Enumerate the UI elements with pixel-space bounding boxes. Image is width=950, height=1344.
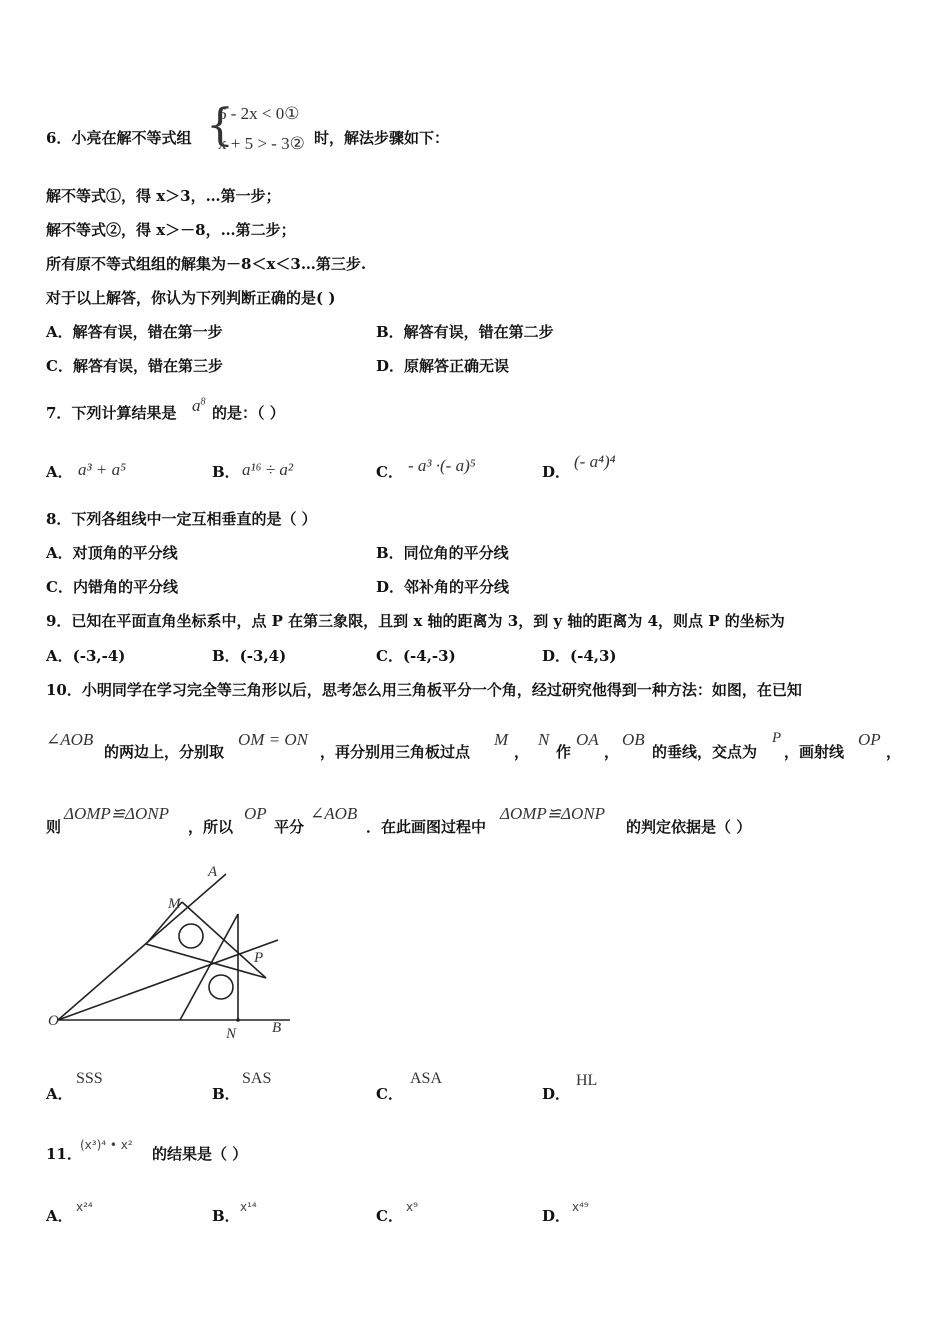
q6-step1: 解不等式①，得 x＞3，…第一步； bbox=[46, 187, 281, 205]
q11-option-d[interactable]: x⁴⁹ bbox=[572, 1200, 589, 1214]
q10-text-5: ，画射线 bbox=[784, 743, 845, 761]
q6-option-c[interactable]: C．解答有误，错在第三步 bbox=[46, 357, 223, 375]
q10-congruence-2: ΔOMP≌ΔONP bbox=[500, 804, 606, 823]
q6-number: 6． bbox=[46, 129, 72, 147]
q8-option-d[interactable]: D．邻补角的平分线 bbox=[376, 578, 510, 596]
q10-label-c[interactable]: C． bbox=[376, 1085, 403, 1103]
q8-option-c[interactable]: C．内错角的平分线 bbox=[46, 578, 178, 596]
q7-stem bbox=[46, 403, 176, 423]
q11-label-b[interactable]: B． bbox=[212, 1207, 240, 1225]
q10-comma-1: ， bbox=[514, 743, 530, 761]
q9-option-c[interactable]: C．(-4,-3) bbox=[376, 647, 456, 665]
q6-step3: 所有原不等式组组的解集为－8＜x＜3…第三步. bbox=[46, 255, 367, 273]
q10-comma-2: ， bbox=[604, 743, 620, 761]
label-o: O bbox=[48, 1013, 59, 1029]
label-b: B bbox=[272, 1020, 282, 1036]
q10-option-b[interactable]: SAS bbox=[242, 1070, 272, 1087]
q6-step2: 解不等式②，得 x＞－8，…第二步； bbox=[46, 221, 296, 239]
q10-point-p: P bbox=[772, 730, 782, 746]
q6-number-stem bbox=[46, 128, 191, 148]
q10-option-a[interactable]: SSS bbox=[76, 1070, 103, 1087]
q6-option-d[interactable]: D．原解答正确无误 bbox=[376, 357, 510, 375]
q10-om-on: OM = ON bbox=[238, 730, 309, 749]
q10-label-b[interactable]: B． bbox=[212, 1085, 240, 1103]
q10-oa: OA bbox=[576, 730, 599, 749]
q7-label-b[interactable]: B． bbox=[212, 463, 240, 481]
q11-option-c[interactable]: x⁹ bbox=[406, 1200, 418, 1214]
q10-text-3: 作 bbox=[556, 743, 572, 761]
q7-suffix: 的是：（ ） bbox=[212, 404, 285, 422]
q7-stem-text: 下列计算结果是 bbox=[71, 404, 177, 422]
q6-question: 对于以上解答，你认为下列判断正确的是( ) bbox=[46, 289, 336, 307]
q11-option-a[interactable]: x²⁴ bbox=[76, 1200, 93, 1214]
q11-option-b[interactable]: x¹⁴ bbox=[240, 1200, 257, 1214]
q11-label-d[interactable]: D． bbox=[542, 1207, 571, 1225]
ray-op bbox=[58, 940, 278, 1020]
q10-label-a[interactable]: A． bbox=[46, 1085, 73, 1103]
q7-target: $a^8$ bbox=[192, 396, 206, 415]
q6-ineq2: x + 5 > - 3② bbox=[218, 134, 305, 153]
q9-option-b[interactable]: B．(-3,4) bbox=[212, 647, 287, 665]
q8-option-a[interactable]: A．对顶角的平分线 bbox=[46, 544, 178, 562]
q10-comma-3: ， bbox=[886, 743, 902, 761]
q10-text-1: 的两边上，分别取 bbox=[104, 743, 225, 761]
q11-expression: (x³)⁴ • x² bbox=[80, 1138, 133, 1152]
q6-ineq1: 6 - 2x < 0① bbox=[218, 104, 300, 123]
q10-op-2: OP bbox=[244, 804, 267, 823]
q10-text-4: 的垂线，交点为 bbox=[652, 743, 758, 761]
q6-option-a[interactable]: A．解答有误，错在第一步 bbox=[46, 323, 223, 341]
q10-text-2: ，再分别用三角板过点 bbox=[320, 743, 471, 761]
q11-label-c[interactable]: C． bbox=[376, 1207, 403, 1225]
q10-ob: OB bbox=[622, 730, 645, 749]
q10-text-6: 则 bbox=[46, 818, 62, 836]
label-p: P bbox=[254, 950, 264, 966]
q6-stem-prefix: 小亮在解不等式组 bbox=[71, 129, 192, 147]
q9-option-d[interactable]: D．(-4,3) bbox=[542, 647, 617, 665]
q10-option-c[interactable]: ASA bbox=[410, 1070, 443, 1087]
q7-option-a[interactable]: a³ + a⁵ bbox=[78, 460, 126, 479]
label-m: M bbox=[168, 896, 181, 912]
label-n: N bbox=[226, 1026, 237, 1042]
q10-congruence-1: ΔOMP≌ΔONP bbox=[64, 804, 170, 823]
q10-text-8: 平分 bbox=[274, 818, 305, 836]
q9-stem: 9．已知在平面直角坐标系中，点 P 在第三象限，且到 x 轴的距离为 3，到 y 轴的距离为 4，则点 P 的坐标为 bbox=[46, 612, 785, 630]
q8-option-b[interactable]: B．同位角的平分线 bbox=[376, 544, 509, 562]
q10-line1: 10．小明同学在学习完全等三角形以后，思考怎么用三角板平分一个角，经过研究他得到一种方法：如图，在已知 bbox=[46, 681, 802, 699]
q6-brace: { bbox=[206, 100, 234, 151]
triangle-1-hole bbox=[179, 924, 203, 948]
q10-label-d[interactable]: D． bbox=[542, 1085, 571, 1103]
q7-label-c[interactable]: C． bbox=[376, 463, 403, 481]
q8-stem: 8．下列各组线中一定互相垂直的是（ ） bbox=[46, 510, 317, 528]
q11-suffix: 的结果是（ ） bbox=[152, 1145, 248, 1163]
q10-figure bbox=[40, 858, 300, 1043]
q10-point-n: N bbox=[538, 730, 550, 749]
q6-option-b[interactable]: B．解答有误，错在第二步 bbox=[376, 323, 554, 341]
q10-point-m: M bbox=[494, 730, 509, 749]
q9-option-a[interactable]: A．(-3,-4) bbox=[46, 647, 126, 665]
q10-text-7: ，所以 bbox=[188, 818, 234, 836]
q10-angle-aob-2: ∠AOB bbox=[310, 804, 358, 823]
label-a: A bbox=[208, 864, 218, 880]
q10-text-10: 的判定依据是（ ） bbox=[626, 818, 752, 836]
q7-option-d[interactable]: (- a⁴)⁴ bbox=[574, 452, 616, 471]
q7-label-a[interactable]: A． bbox=[46, 463, 73, 481]
q10-text-9: ．在此画图过程中 bbox=[366, 818, 487, 836]
ray-oa bbox=[58, 874, 226, 1020]
q10-angle-aob: ∠AOB bbox=[46, 730, 94, 749]
q11-label-a[interactable]: A． bbox=[46, 1207, 73, 1225]
q10-op: OP bbox=[858, 730, 881, 749]
triangle-2-hole bbox=[209, 975, 233, 999]
q10-option-d[interactable]: HL bbox=[576, 1072, 598, 1089]
q7-label-d[interactable]: D． bbox=[542, 463, 571, 481]
q11-number: 11． bbox=[46, 1145, 82, 1163]
q7-option-b[interactable]: a¹⁶ ÷ a² bbox=[242, 460, 293, 479]
q7-number: 7． bbox=[46, 404, 72, 422]
q6-stem-suffix: 时，解法步骤如下： bbox=[314, 129, 450, 147]
q7-option-c[interactable]: - a³ ·(- a)⁵ bbox=[408, 456, 476, 475]
